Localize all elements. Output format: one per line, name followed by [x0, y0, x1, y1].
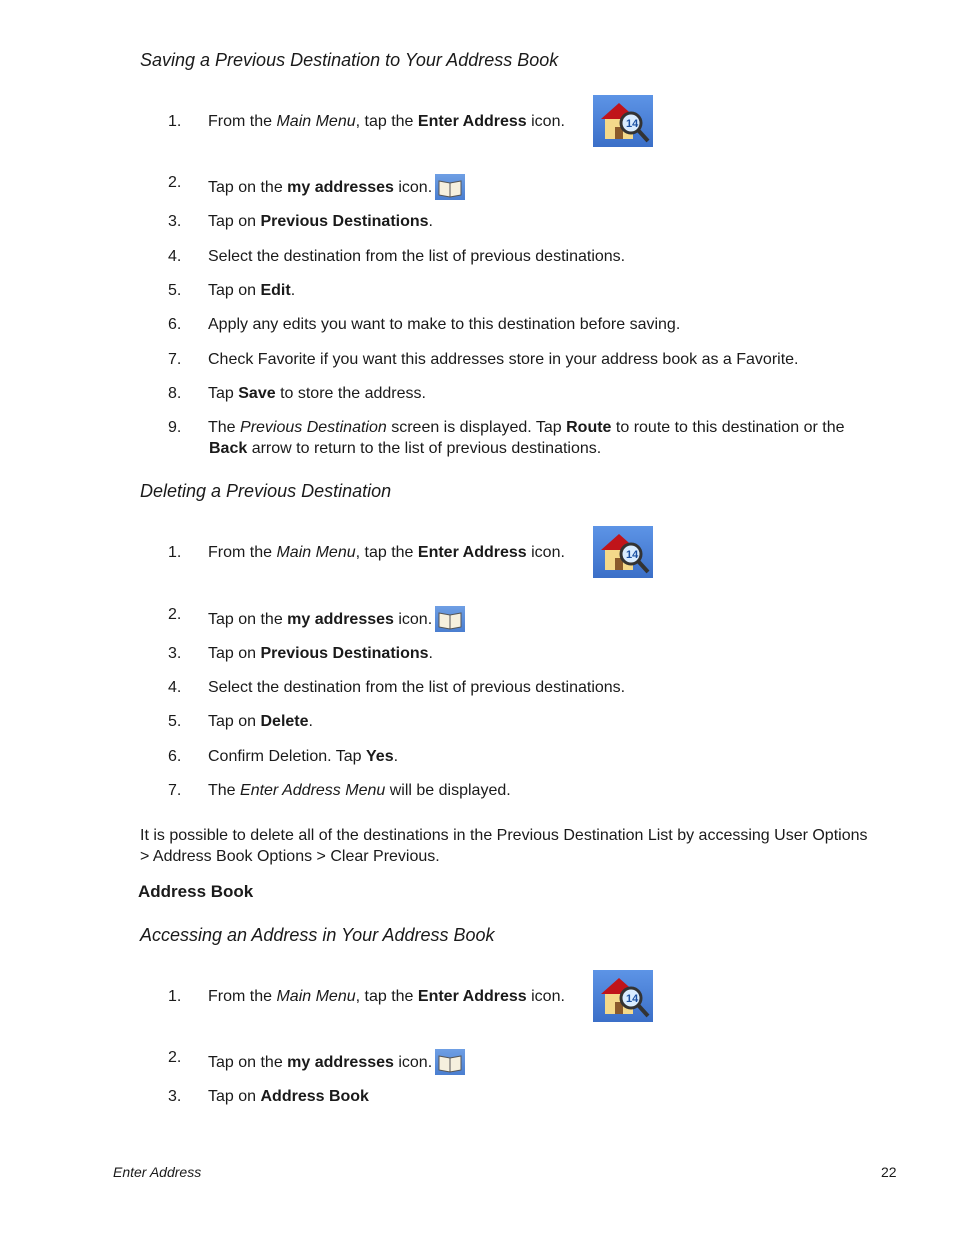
- step-number: 3.: [168, 1088, 182, 1105]
- address-book-icon: [435, 1049, 465, 1075]
- step-text: Check Favorite if you want this addresses store in your address book as a Favorite.: [208, 351, 799, 368]
- step-text: Confirm Deletion. Tap Yes.: [208, 748, 399, 765]
- section-heading-address-book: Address Book: [138, 882, 254, 901]
- step-number: 5.: [168, 282, 182, 299]
- note-paragraph: It is possible to delete all of the destinations in the Previous Destination List by accessing User Options > Address Book Options > Clear Previous.: [140, 827, 868, 865]
- step-number: 2.: [168, 174, 182, 191]
- step-text: Tap Save to store the address.: [208, 385, 426, 402]
- step-text: From the Main Menu, tap the Enter Address icon.: [208, 988, 565, 1005]
- house-search-icon: [593, 970, 653, 1022]
- step-text: The Previous Destination screen is displayed. Tap Route to route to this destination or the: [208, 419, 845, 436]
- step-number: 5.: [168, 713, 182, 730]
- step-text: From the Main Menu, tap the Enter Address icon.: [208, 113, 565, 130]
- step-text: Tap on the my addresses icon.: [208, 606, 465, 632]
- svg-text:14: 14: [626, 549, 639, 561]
- footer-section-name: Enter Address: [113, 1164, 202, 1180]
- step-text: Tap on the my addresses icon.: [208, 1049, 465, 1075]
- step-text: From the Main Menu, tap the Enter Address icon.: [208, 544, 565, 561]
- step-text: Tap on Address Book: [208, 1088, 369, 1105]
- svg-text:14: 14: [626, 118, 639, 130]
- step-number: 2.: [168, 1049, 182, 1066]
- step-text: Tap on Previous Destinations.: [208, 645, 433, 662]
- step-number: 1.: [168, 113, 182, 130]
- step-text: Tap on the my addresses icon.: [208, 174, 465, 200]
- page-number: 22: [881, 1164, 897, 1180]
- step-number: 1.: [168, 544, 182, 561]
- step-text: Tap on Previous Destinations.: [208, 213, 433, 230]
- house-search-icon: [593, 95, 653, 147]
- step-number: 2.: [168, 606, 182, 623]
- section-title-accessing: Accessing an Address in Your Address Book: [140, 925, 495, 945]
- step-number: 9.: [168, 419, 182, 436]
- step-number: 8.: [168, 385, 182, 402]
- step-number: 4.: [168, 679, 182, 696]
- section-title-saving: Saving a Previous Destination to Your Address Book: [140, 50, 559, 70]
- step-text: The Enter Address Menu will be displayed.: [208, 782, 511, 799]
- step-number: 3.: [168, 213, 182, 230]
- house-search-icon: [593, 526, 653, 578]
- step-text: Select the destination from the list of previous destinations.: [208, 248, 626, 265]
- step-text-continued: Back arrow to return to the list of previous destinations.: [209, 440, 602, 457]
- step-text: Tap on Edit.: [208, 282, 296, 299]
- step-number: 7.: [168, 351, 182, 368]
- step-number: 3.: [168, 645, 182, 662]
- step-text: Tap on Delete.: [208, 713, 313, 730]
- step-text: Select the destination from the list of previous destinations.: [208, 679, 626, 696]
- step-number: 7.: [168, 782, 182, 799]
- step-number: 1.: [168, 988, 182, 1005]
- svg-text:14: 14: [626, 993, 639, 1005]
- section-title-deleting: Deleting a Previous Destination: [140, 481, 392, 501]
- step-number: 6.: [168, 316, 182, 333]
- step-text: Apply any edits you want to make to this destination before saving.: [208, 316, 681, 333]
- address-book-icon: [435, 174, 465, 200]
- address-book-icon: [435, 606, 465, 632]
- step-number: 4.: [168, 248, 182, 265]
- step-number: 6.: [168, 748, 182, 765]
